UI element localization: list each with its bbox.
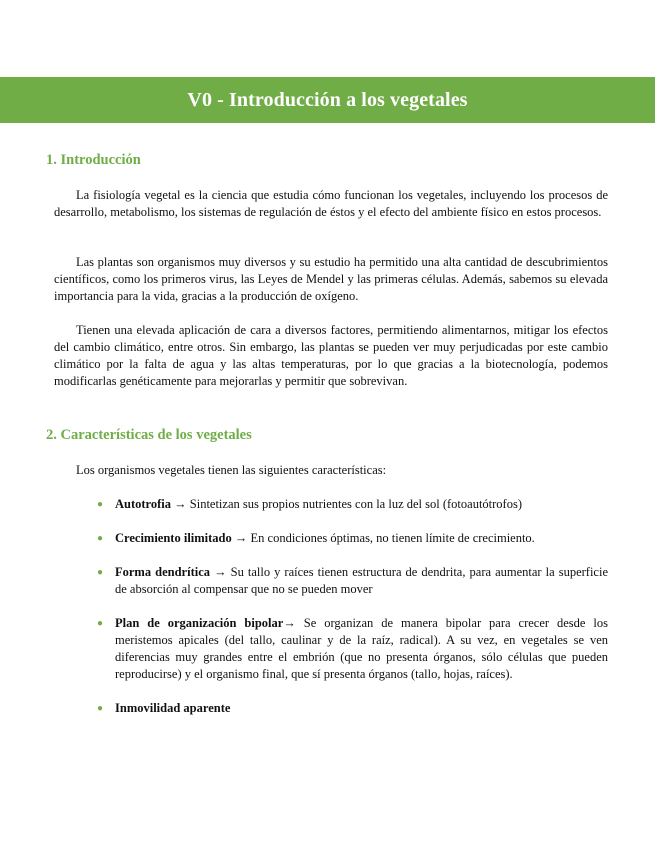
paragraph-2: Las plantas son organismos muy diversos y su estudio ha permitido una alta cantidad de descubrimientos científicos, como los primeros virus, las Leyes de Mendel y las primeras células. Además, sabemos su elevada importancia para la vida, gracias a la producción de oxígeno. bbox=[54, 255, 608, 303]
bullet-icon: ● bbox=[97, 499, 104, 510]
characteristics-intro: Los organismos vegetales tienen las siguientes características: bbox=[76, 463, 387, 477]
list-item-text bbox=[115, 700, 608, 717]
list-item-text bbox=[115, 496, 608, 513]
bullet-icon: ● bbox=[97, 618, 104, 629]
list-item-term: Crecimiento ilimitado bbox=[115, 531, 232, 545]
list-item-description: → Su tallo y raíces tienen estructura de dendrita, para aumentar la superficie de absorción al compensar que no se pueden mover bbox=[115, 565, 608, 596]
list-item-description: → En condiciones óptimas, no tienen límite de crecimiento. bbox=[231, 531, 535, 545]
section-heading-characteristics: 2. Características de los vegetales bbox=[46, 427, 252, 443]
bullet-icon: ● bbox=[97, 703, 104, 714]
list-item-text bbox=[115, 564, 608, 598]
list-item-text bbox=[115, 615, 608, 683]
bullet-icon: ● bbox=[97, 567, 104, 578]
section-heading-introduction: 1. Introducción bbox=[46, 152, 141, 168]
list-item bbox=[97, 564, 608, 598]
list-item-term: Autotrofia bbox=[115, 497, 172, 511]
paragraph-3: Tienen una elevada aplicación de cara a diversos factores, permitiendo alimentarnos, mitigar los efectos del cambio climático, entre otros. Sin embargo, las plantas se pueden ver muy perjudicadas por este cambio climático por la falta de agua y las altas temperaturas, por lo que gracias a la biotecnología, podemos modificarlas genéticamente para mejorarlas y permitir que sobrevivan. bbox=[54, 323, 608, 388]
list-item bbox=[97, 530, 608, 547]
list-item-term: Forma dendrítica bbox=[115, 565, 211, 579]
bullet-icon: ● bbox=[97, 533, 104, 544]
page-title: V0 - Introducción a los vegetales bbox=[187, 88, 468, 111]
list-item-term: Plan de organización bipolar bbox=[115, 616, 284, 630]
list-item-term: Inmovilidad aparente bbox=[115, 701, 231, 715]
list-item-description: → Sintetizan sus propios nutrientes con la luz del sol (fotoautótrofos) bbox=[171, 497, 522, 511]
list-item bbox=[97, 496, 608, 513]
list-item-description: → Se organizan de manera bipolar para crecer desde los meristemos apicales (del tallo, caulinar y de la raíz, radical). A su vez, en vegetales se ven diferencias muy grandes entre el embrión (que no presenta órganos, sólo células que pueden reproducirse) y el organismo final, que sí presenta órganos (tallo, hojas, raíces). bbox=[115, 616, 608, 681]
list-item bbox=[97, 615, 608, 683]
list-item bbox=[97, 700, 608, 717]
title-banner bbox=[0, 77, 655, 123]
list-item-text bbox=[115, 530, 608, 547]
paragraph-1: La fisiología vegetal es la ciencia que estudia cómo funcionan los vegetales, incluyendo los procesos de desarrollo, metabolismo, los sistemas de regulación de éstos y el efecto del ambiente físico en estos procesos. bbox=[54, 188, 608, 219]
